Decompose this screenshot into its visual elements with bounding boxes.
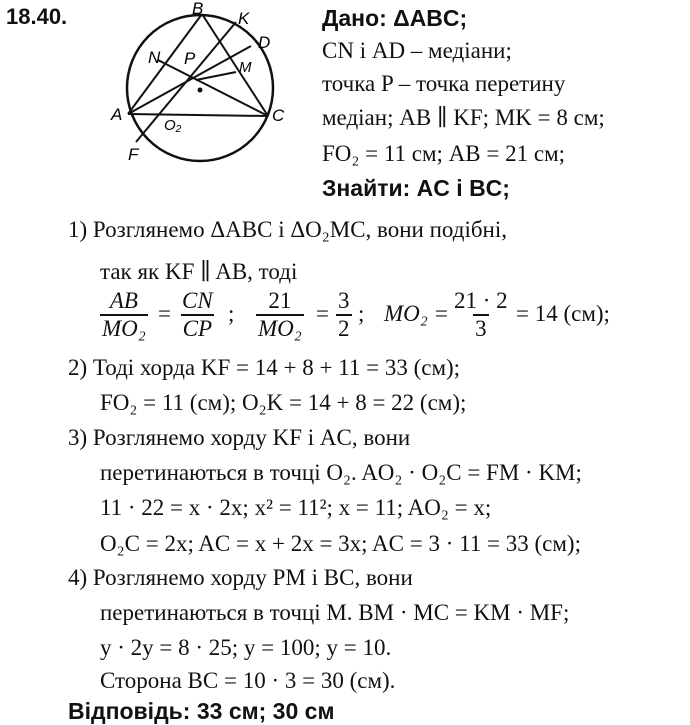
- step-3-line-3: 11 · 22 = x · 2x; x² = 11²; x = 11; AO₂ = x;: [100, 495, 492, 520]
- mo2-result: = 14 (см);: [516, 301, 610, 326]
- step-4-line-4: Сторона BC = 10 · 3 = 30 (см).: [100, 668, 396, 693]
- side-ac: [128, 114, 268, 116]
- given-line-5: FO₂ = 11 см; AB = 21 см;: [322, 141, 566, 166]
- side-bc: [202, 14, 271, 116]
- given-line-2: CN і AD – медіани;: [322, 38, 512, 63]
- given-line-1: Дано: ΔABC;: [322, 5, 468, 31]
- step-4-line-3: y · 2y = 8 · 25; y = 100; y = 10.: [100, 635, 392, 660]
- step-3-line-2: перетинаються в точці O₂. AO₂ · O₂C = FM · KM;: [100, 460, 582, 485]
- step-2-line-2: FO₂ = 11 (см); O₂K = 14 + 8 = 22 (см);: [100, 390, 467, 415]
- mo2-lhs: MO₂ =: [384, 301, 450, 326]
- circle-diagram: [108, 0, 308, 165]
- answer-line: Відповідь: 33 см; 30 см: [68, 698, 335, 724]
- label-f: F: [128, 145, 139, 164]
- problem-number: 18.40.: [6, 4, 68, 29]
- semicolon-1: ;: [228, 301, 235, 326]
- fraction-21-mo2: $\frac{21}{\text{MO₂}}$: [258, 288, 302, 341]
- equals-2: =: [316, 301, 329, 326]
- fraction-cn-cp: $\frac{CN}{CP}$: [182, 288, 213, 341]
- step-2-line-1: 2) Тоді хорда KF = 14 + 8 + 11 = 33 (см);: [68, 355, 461, 380]
- step-3-line-4: O₂C = 2x; AC = x + 2x = 3x; AC = 3 · 11 = 33 (см);: [100, 531, 581, 556]
- step-4-line-2: перетинаються в точці M. BM · MC = KM · MF;: [100, 600, 570, 625]
- label-a: A: [111, 105, 123, 124]
- center-dot: [198, 88, 203, 93]
- fraction-3-2: $\frac{3}{2}$: [338, 288, 350, 341]
- step-3-line-1: 3) Розглянемо хорду KF і AC, вони: [68, 425, 411, 450]
- fraction-21x2-3: $\frac{21 \cdot 2}{3}$: [454, 288, 508, 341]
- find-line: Знайти: AC і BC;: [322, 175, 510, 201]
- label-n: N: [148, 48, 161, 67]
- label-c: C: [272, 106, 285, 125]
- given-line-4: медіан; AB ∥ KF; MK = 8 см;: [322, 105, 605, 130]
- fraction-ab-mo2: $\frac{AB}{\text{MO₂}}$: [102, 288, 146, 341]
- equals-1: =: [158, 301, 171, 326]
- label-d: D: [258, 33, 271, 52]
- step-1-line-1: 1) Розглянемо ΔABC і ΔO₂MC, вони подібні,: [68, 217, 507, 242]
- label-o2: O₂: [164, 117, 182, 134]
- given-line-3: точка P – точка перетину: [322, 71, 566, 96]
- label-k: K: [238, 9, 250, 28]
- label-m: M: [239, 59, 252, 76]
- label-b: B: [192, 0, 204, 18]
- semicolon-2: ;: [358, 301, 365, 326]
- step-1-line-2: так як KF ∥ AB, тоді: [100, 259, 298, 284]
- step-4-line-1: 4) Розглянемо хорду PM і BC, вони: [68, 565, 413, 590]
- label-p: P: [184, 49, 196, 68]
